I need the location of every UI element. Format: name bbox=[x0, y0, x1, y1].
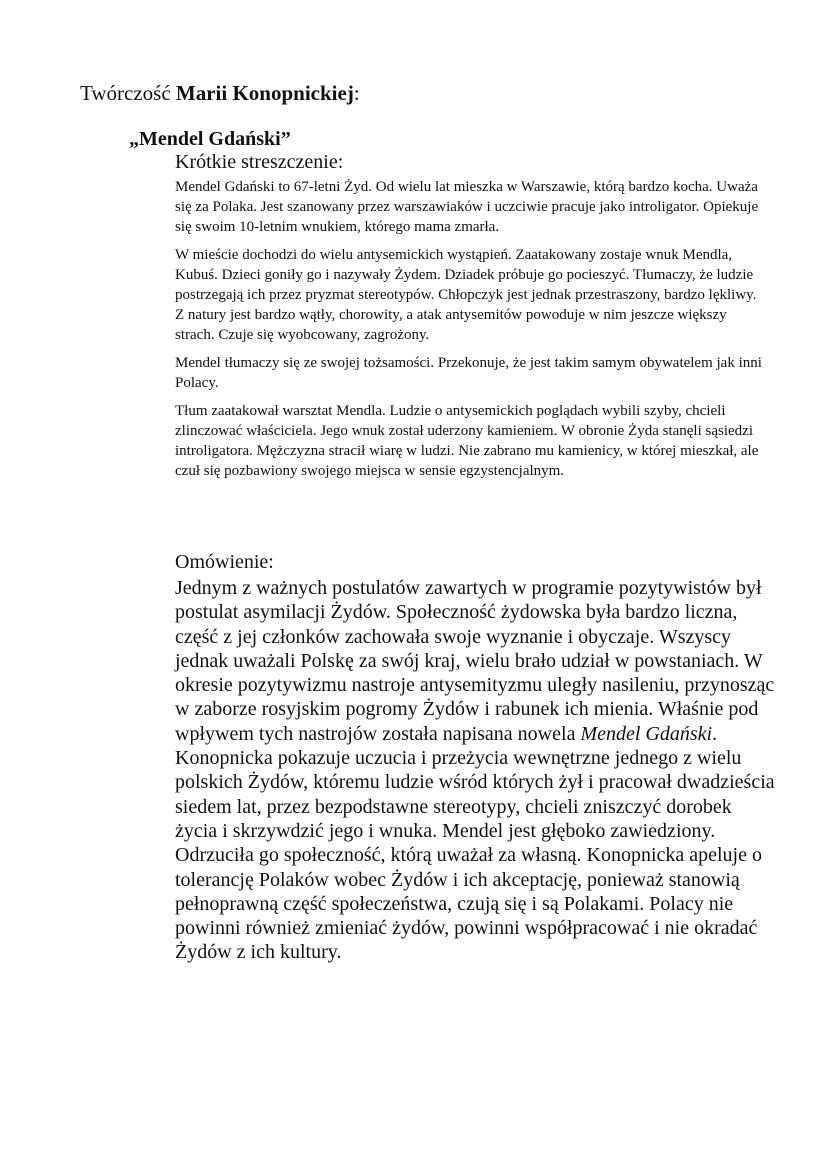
summary-paragraph: Tłum zaatakował warsztat Mendla. Ludzie o antysemickich poglądach wybili szyby, chcieli zlinczować właściciela. Jego wnuk został uderzony kamieniem. W obronie Żyda stanęli sąsiedzi introligatora. Mężczyzna stracił wiarę w ludzi. Nie zabrano mu kamienicy, w której mieszkał, ale czuł się pozbawiony swojego miejsca w sensie egzystencjalnym. bbox=[175, 403, 759, 479]
document-title bbox=[80, 80, 360, 106]
summary-heading: Krótkie streszczenie: bbox=[175, 151, 344, 173]
discussion-text-part: . Konopnicka pokazuje uczucia i przeżycia wewnętrzne jednego z wielu polskich Żydów, któremu ludzie wśród których żył i pracował dwadzieścia siedem lat, przez bezpodstawne stereotypy, chcieli zniszczyć dorobek życia i skrzywdzić jego i wnuka. Mendel jest głęboko zawiedziony. Odrzuciła go społeczność, którą uważał za własną. Konopnicka apeluje o tolerancję Polaków wobec Żydów i ich akceptację, ponieważ stanowią pełnoprawną część społeczeństwa, czują się i są Polakami. Polacy nie powinni również zmieniać żydów, powinni współpracować i nie okradać Żydów z ich kultury. bbox=[175, 722, 775, 964]
summary-paragraph: W mieście dochodzi do wielu antysemickich wystąpień. Zaatakowany zostaje wnuk Mendla, Kubuś. Dzieci goniły go i nazywały Żydem. Dziadek próbuje go pocieszyć. Tłumaczy, że ludzie postrzegają ich przez pryzmat stereotypów. Chłopczyk jest jednak przestraszony, bardzo lękliwy. Z natury jest bardzo wątły, chorowity, a atak antysemitów powoduje w nim jeszcze większy strach. Czuje się wyobcowany, zagrożony. bbox=[175, 247, 757, 343]
summary-section bbox=[175, 150, 765, 489]
title-author-name: Marii Konopnickiej bbox=[175, 81, 354, 105]
discussion-paragraph bbox=[175, 576, 775, 965]
work-title: „Mendel Gdański” bbox=[129, 128, 291, 150]
summary-paragraph: Mendel tłumaczy się ze swojej tożsamości. Przekonuje, że jest takim samym obywatelem jak inni Polacy. bbox=[175, 355, 762, 391]
title-prefix: Twórczość bbox=[80, 81, 176, 105]
title-suffix: : bbox=[353, 81, 360, 105]
discussion-text-part: Jednym z ważnych postulatów zawartych w programie pozytywistów był postulat asymilacji Żydów. Społeczność żydowska była bardzo liczna, część z jej członków zachowała swoje wyznanie i obyczaje. Wszyscy jednak uważali Polskę za swój kraj, wielu brało udział w powstaniach. W okresie pozytywizmu nastroje antysemityzmu uległy nasileniu, przynosząc w zaborze rosyjskim pogromy Żydów i rabunek ich mienia. Właśnie pod wpływem tych nastrojów została napisana nowela bbox=[175, 577, 775, 745]
discussion-heading: Omówienie: bbox=[175, 551, 274, 573]
novella-title: Mendel Gdański bbox=[580, 722, 713, 745]
summary-paragraph: Mendel Gdański to 67-letni Żyd. Od wielu lat mieszka w Warszawie, którą bardzo kocha. Uważa się za Polaka. Jest szanowany przez warszawiaków i uczciwie pracuje jako introligator. Opiekuje się swoim 10-letnim wnukiem, którego mama zmarła. bbox=[175, 179, 759, 235]
discussion-section bbox=[175, 550, 775, 965]
